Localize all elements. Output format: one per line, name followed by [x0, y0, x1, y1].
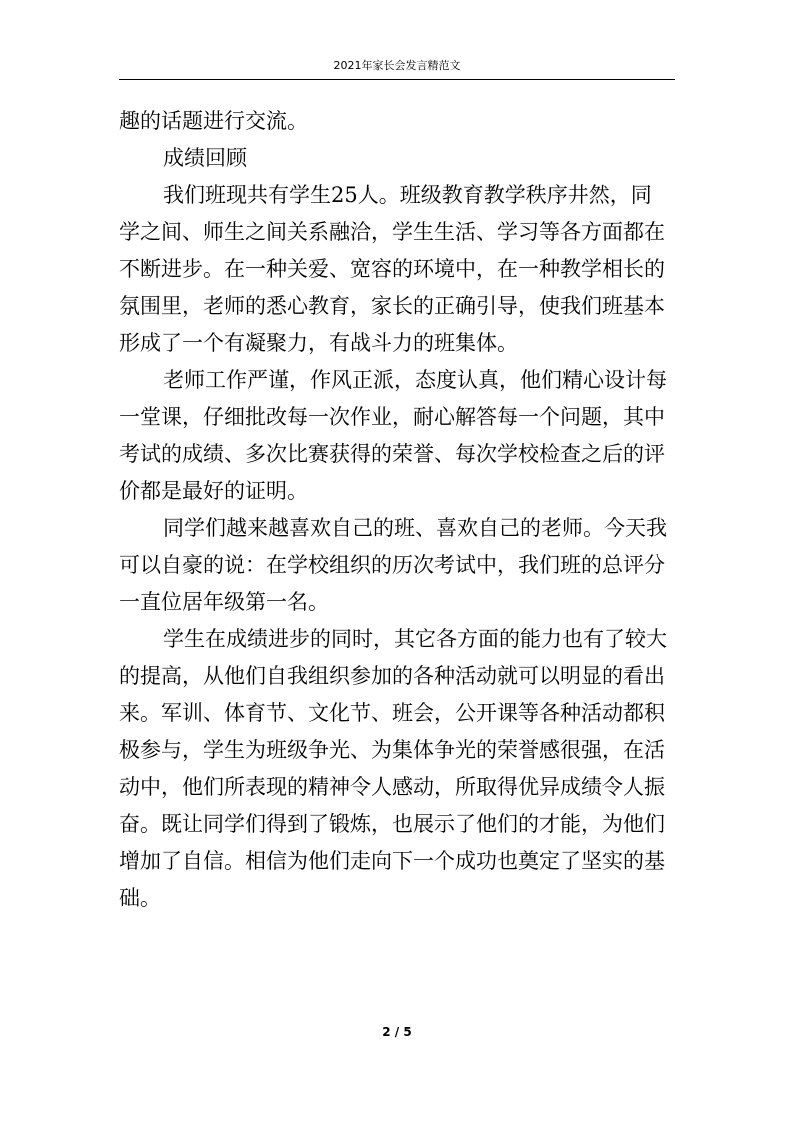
text-line: 价都是最好的证明。 — [119, 479, 308, 503]
text-line: 奋。既让同学们得到了锻炼，也展示了他们的才能，为他们 — [119, 812, 665, 836]
text-line: 老师工作严谨，作风正派，态度认真，他们精心设计每 — [163, 368, 667, 392]
text-line: 学生在成绩进步的同时，其它各方面的能力也有了较大 — [163, 627, 667, 651]
text-line: 增加了自信。相信为他们走向下一个成功也奠定了坚实的基 — [119, 849, 665, 873]
text-line: 氛围里，老师的悉心教育，家长的正确引导，使我们班基本 — [119, 294, 665, 318]
text-line: 一直位居年级第一名。 — [119, 590, 329, 614]
header-divider — [119, 79, 675, 80]
page-header-title: 2021年家长会发言精范文 — [333, 59, 461, 72]
section-heading: 成绩回顾 — [163, 146, 247, 170]
text-line: 考试的成绩、多次比赛获得的荣誉、每次学校检查之后的评 — [119, 442, 665, 466]
text-line: 形成了一个有凝聚力，有战斗力的班集体。 — [119, 331, 518, 355]
text-line: 趣的话题进行交流。 — [119, 109, 308, 133]
text-line: 的提高，从他们自我组织参加的各种活动就可以明显的看出 — [119, 664, 665, 688]
text-line: 动中，他们所表现的精神令人感动，所取得优异成绩令人振 — [119, 775, 665, 799]
text-line: 可以自豪的说：在学校组织的历次考试中，我们班的总评分 — [119, 553, 665, 577]
text-line: 不断进步。在一种关爱、宽容的环境中，在一种教学相长的 — [119, 257, 665, 281]
text-line: 学之间、师生之间关系融洽，学生生活、学习等各方面都在 — [119, 220, 665, 244]
text-line: 极参与，学生为班级争光、为集体争光的荣誉感很强，在活 — [119, 738, 665, 762]
text-line: 我们班现共有学生25人。班级教育教学秩序井然，同 — [163, 183, 652, 207]
text-line: 同学们越来越喜欢自己的班、喜欢自己的老师。今天我 — [163, 516, 667, 540]
text-line: 来。军训、体育节、文化节、班会，公开课等各种活动都积 — [119, 701, 665, 725]
document-body — [119, 103, 675, 917]
page-number: 2 / 5 — [382, 1025, 412, 1039]
text-line: 一堂课，仔细批改每一次作业，耐心解答每一个问题，其中 — [119, 405, 665, 429]
text-line: 础。 — [119, 886, 161, 910]
